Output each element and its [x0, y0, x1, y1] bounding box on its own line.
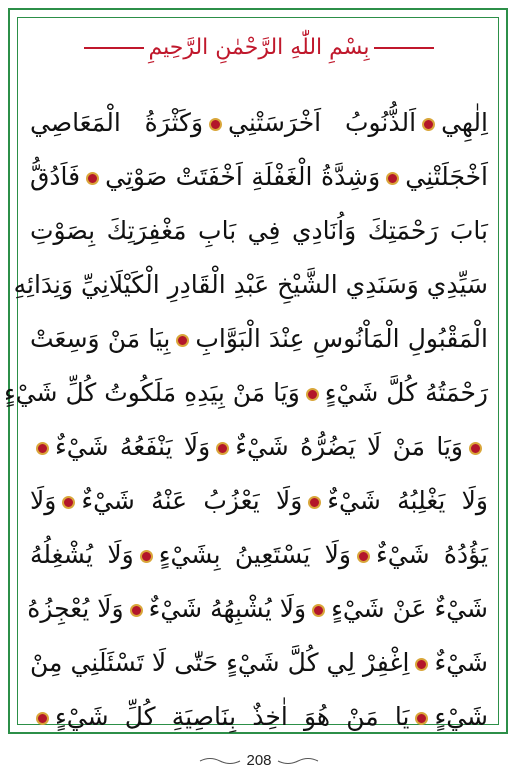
text-segment: شَيْءٌ — [434, 648, 488, 677]
text-line — [13, 258, 488, 312]
text-line — [30, 474, 488, 528]
verse-marker-icon — [308, 496, 321, 509]
footer-ornament-right-icon — [276, 756, 320, 766]
verse-marker-icon — [415, 712, 428, 725]
verse-marker-icon — [130, 604, 143, 617]
text-segment: بَابَ رَحْمَتِكَ وَاُنَادِي فِي بَابِ مَغْفِرَتِكَ بِصَوْتِ — [30, 216, 488, 245]
text-segment: وَشِدَّةُ الْغَفْلَةِ اَخْفَتَتْ صَوْتِي — [105, 162, 381, 191]
verse-marker-icon — [216, 442, 229, 455]
text-segment: شَيْءٌ عَنْ شَيْءٍ — [331, 594, 488, 623]
text-line — [30, 312, 488, 366]
footer-ornament-left-icon — [198, 756, 242, 766]
text-segment: سَيِّدِي وَسَنَدِي الشَّيْخِ عَبْدِ الْقَادِرِ الْكَيْلَانِيِّ وَنِدَائِهِ — [13, 270, 488, 299]
basmala-rule-right — [374, 47, 434, 49]
text-segment: وَلَا يُعْجِزُهُ — [27, 594, 124, 623]
text-segment: شَيْءٍ — [434, 702, 488, 731]
text-segment: الْمَقْبُولِ الْمَاْنُوسِ عِنْدَ الْبَوَّابِ — [195, 324, 488, 353]
basmala-rule-left — [84, 47, 144, 49]
text-line — [30, 420, 488, 474]
text-segment: اَخْجَلَتْنِي — [405, 162, 488, 191]
verse-marker-icon — [209, 118, 222, 131]
text-segment: اِغْفِرْ لِي كُلَّ شَيْءٍ حَتّٰى لَا تَسْئَلَنِي مِنْ — [30, 648, 410, 677]
verse-marker-icon — [36, 712, 49, 725]
basmala-text: بِسْمِ اللّٰهِ الرَّحْمٰنِ الرَّحِيمِ — [148, 35, 370, 60]
verse-marker-icon — [86, 172, 99, 185]
text-segment: رَحْمَتُهُ كُلَّ شَيْءٍ — [324, 378, 488, 407]
text-segment: وَلَا يَعْزُبُ عَنْهُ شَيْءٌ — [81, 486, 303, 515]
text-segment: فَاَدُقُّ — [30, 162, 81, 191]
text-line — [30, 204, 488, 258]
verse-marker-icon — [306, 388, 319, 401]
verse-marker-icon — [36, 442, 49, 455]
verse-marker-icon — [140, 550, 153, 563]
text-line — [30, 528, 488, 582]
verse-marker-icon — [357, 550, 370, 563]
text-line — [30, 150, 488, 204]
text-segment: بِيَا مَنْ وَسِعَتْ — [30, 324, 171, 353]
verse-marker-icon — [422, 118, 435, 131]
verse-marker-icon — [62, 496, 75, 509]
text-segment: وَلَا يُشْغِلُهُ — [30, 540, 134, 569]
text-segment: وَلَا يُشْبِهُهُ شَيْءٌ — [148, 594, 307, 623]
text-segment: وَلَا يَسْتَعِينُ بِشَيْءٍ — [158, 540, 352, 569]
basmala-header — [0, 35, 518, 60]
text-segment: وَلَا يَنْفَعُهُ شَيْءٌ — [55, 432, 211, 461]
text-segment: وَيَا مَنْ بِيَدِهِ مَلَكُوتُ كُلِّ شَيْءٍ — [3, 378, 300, 407]
text-line — [30, 636, 488, 690]
text-line — [3, 366, 488, 420]
verse-marker-icon — [415, 658, 428, 671]
verse-marker-icon — [312, 604, 325, 617]
prayer-text — [3, 96, 489, 744]
text-segment: يَؤُدُهُ شَيْءٌ — [376, 540, 489, 569]
page-number: 208 — [246, 752, 272, 769]
text-segment: اِلٰهِي — [441, 108, 488, 137]
text-segment: وَلَا يَغْلِبُهُ شَيْءٌ — [327, 486, 488, 515]
verse-marker-icon — [469, 442, 482, 455]
page-footer — [0, 752, 518, 769]
verse-marker-icon — [386, 172, 399, 185]
text-segment: وَيَا مَنْ لَا يَضُرُّهُ شَيْءٌ — [235, 432, 463, 461]
text-segment: وَلَا — [30, 486, 57, 515]
text-line — [30, 690, 488, 744]
text-line — [27, 582, 488, 636]
text-segment: اَلذُّنُوبُ اَخْرَسَتْنِي — [228, 108, 417, 137]
text-segment: يَا مَنْ هُوَ اٰخِذٌ بِنَاصِيَةِ كُلِّ شَيْءٍ — [55, 702, 410, 731]
text-segment: وَكَثْرَةُ الْمَعَاصِي — [30, 108, 204, 137]
verse-marker-icon — [176, 334, 189, 347]
text-line — [30, 96, 488, 150]
